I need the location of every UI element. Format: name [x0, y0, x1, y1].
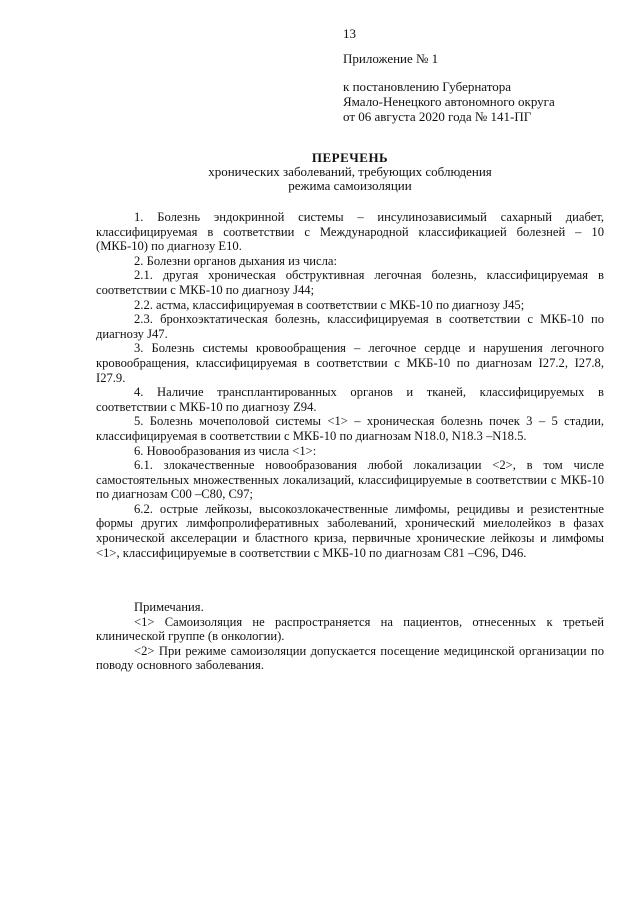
list-item: 6. Новообразования из числа <1>: — [134, 443, 317, 458]
document-subtitle: режима самоизоляции — [288, 178, 412, 193]
list-item: 2. Болезни органов дыхания из числа: — [134, 253, 337, 268]
document-subtitle: хронических заболеваний, требующих соблюдения — [208, 164, 492, 179]
document-heading — [0, 151, 640, 193]
page-number: 13 — [343, 26, 356, 41]
notes-heading: Примечания. — [134, 600, 204, 614]
list-item: 1. Болезнь эндокринной системы – инсулинозависимый сахарный диабет, классифицируемая в соответствии с Международной классификацией болезней – 10 (МКБ-10) по диагнозу Е10. — [96, 210, 604, 254]
list-item: 2.1. другая хроническая обструктивная легочная болезнь, классифицируемая в соответствии с МКБ-10 по диагнозу J44; — [96, 268, 604, 297]
disease-list — [96, 210, 604, 560]
document-title: ПЕРЕЧЕНЬ — [311, 150, 389, 165]
appendix-line: от 06 августа 2020 года № 141-ПГ — [343, 109, 532, 124]
appendix-header — [343, 51, 555, 124]
list-item: 3. Болезнь системы кровообращения – легочное сердце и нарушения легочного кровообращения, классифицируемая в соответствии с МКБ-10 по диагнозам I27.2, I27.8, I27.9. — [96, 341, 604, 385]
list-item: 2.3. бронхоэктатическая болезнь, классифицируемая в соответствии с МКБ-10 по диагнозу J47. — [96, 312, 604, 341]
list-item: 5. Болезнь мочеполовой системы <1> – хроническая болезнь почек 3 – 5 стадии, классифицируемая в соответствии с МКБ-10 по диагнозам N18.0, N18.3 –N18.5. — [96, 414, 604, 443]
list-item: 2.2. астма, классифицируемая в соответствии с МКБ-10 по диагнозу J45; — [134, 297, 525, 312]
note-item: <2> При режиме самоизоляции допускается посещение медицинской организации по поводу основного заболевания. — [96, 643, 604, 673]
notes-section — [96, 600, 604, 673]
list-item: 4. Наличие трансплантированных органов и тканей, классифицируемых в соответствии с МКБ-10 по диагнозу Z94. — [96, 385, 604, 414]
list-item: 6.2. острые лейкозы, высокозлокачественные лимфомы, рецидивы и резистентные формы других лимфопролиферативных заболеваний, хронический миелолейкоз в фазах хронической акселерации и бластного криза, первичные хронические лейкозы и лимфомы <1>, классифицируемые в соответствии с МКБ-10 по диагнозам С81 –С96, D46. — [96, 501, 604, 560]
appendix-title: Приложение № 1 — [343, 51, 439, 66]
appendix-line: к постановлению Губернатора — [343, 79, 512, 94]
note-item: <1> Самоизоляция не распространяется на пациентов, отнесенных к третьей клинической группе (в онкологии). — [96, 614, 604, 644]
list-item: 6.1. злокачественные новообразования любой локализации <2>, в том числе самостоятельных множественных локализаций, классифицируемые в соответствии с МКБ-10 по диагнозам С00 –С80, С97; — [96, 458, 604, 502]
appendix-line: Ямало-Ненецкого автономного округа — [343, 94, 555, 109]
